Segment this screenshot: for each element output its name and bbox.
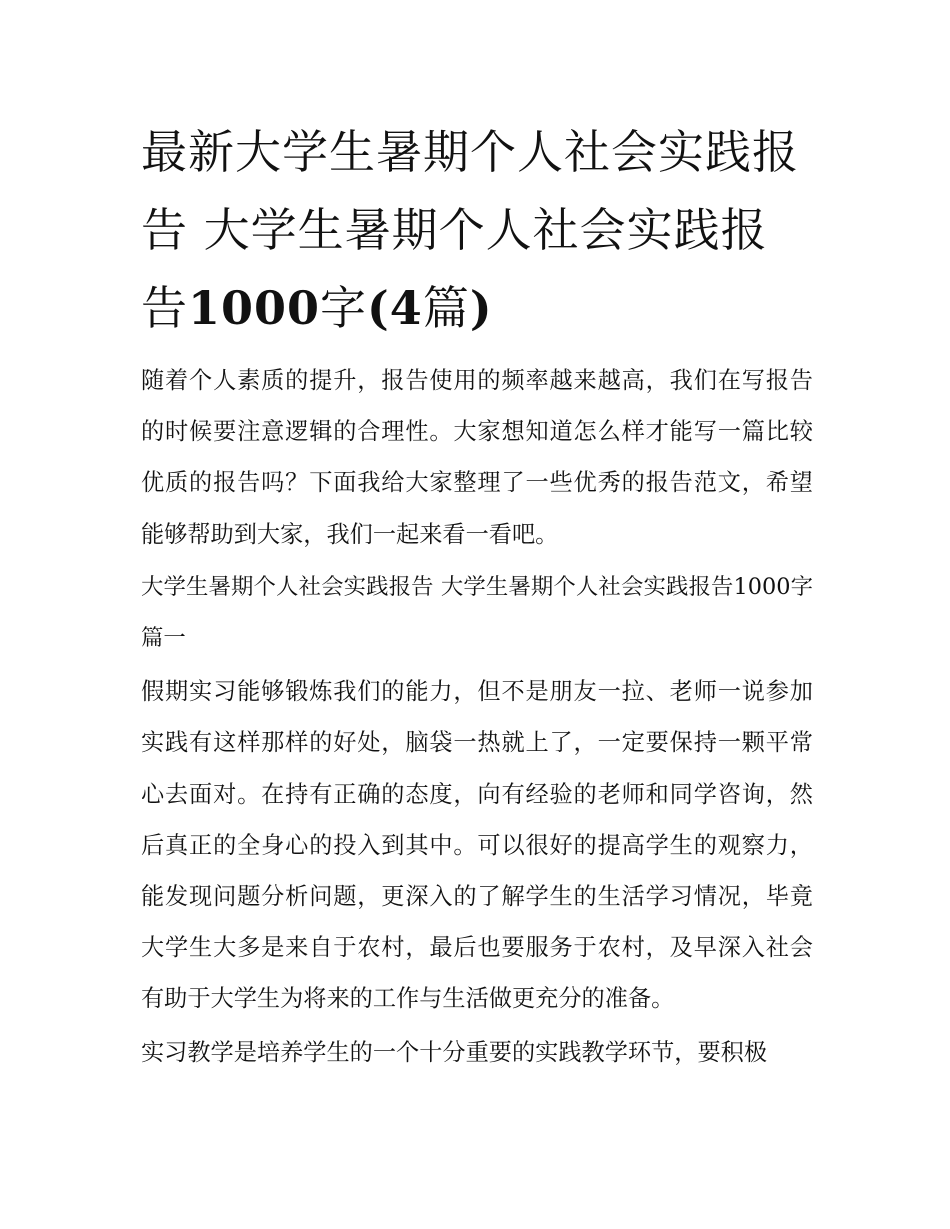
document-body: [141, 355, 813, 1080]
title-count: (4: [367, 281, 423, 335]
title-number: 1000: [188, 281, 321, 335]
section-heading: 大学生暑期个人社会实践报告 大学生暑期个人社会实践报告1000字篇一: [141, 573, 813, 652]
document-page: [141, 0, 813, 1229]
body-paragraph-1: 假期实习能够锻炼我们的能力，但不是朋友一拉、老师一说参加实践有这样那样的好处，脑袋一热就上了，一定要保持一颗平常心去面对。在持有正确的态度，向有经验的老师和同学咨询，然后真正的全身心的投入到其中。可以很好的提高学生的观察力，能发现问题分析问题，更深入的了解学生的生活学习情况，毕竟大学生大多是来自于农村，最后也要服务于农村，及早深入社会有助于大学生为将来的工作与生活做更充分的准备。: [141, 678, 813, 1013]
intro-paragraph: 随着个人素质的提升，报告使用的频率越来越高，我们在写报告的时候要注意逻辑的合理性。大家想知道怎么样才能写一篇比较优质的报告吗？下面我给大家整理了一些优秀的报告范文，希望能够帮助到大家，我们一起来看一看吧。: [141, 367, 813, 548]
title-text-part: 篇: [422, 281, 470, 335]
document-title: [141, 113, 813, 347]
title-text-part: 最新大学生暑期个人社会实践报告 大学生暑期个人社会实践报告: [141, 125, 799, 335]
title-close-paren: ): [469, 281, 493, 335]
title-text-part: 字: [320, 281, 368, 335]
body-paragraph-2: 实习教学是培养学生的一个十分重要的实践教学环节，要积极: [141, 1038, 768, 1066]
